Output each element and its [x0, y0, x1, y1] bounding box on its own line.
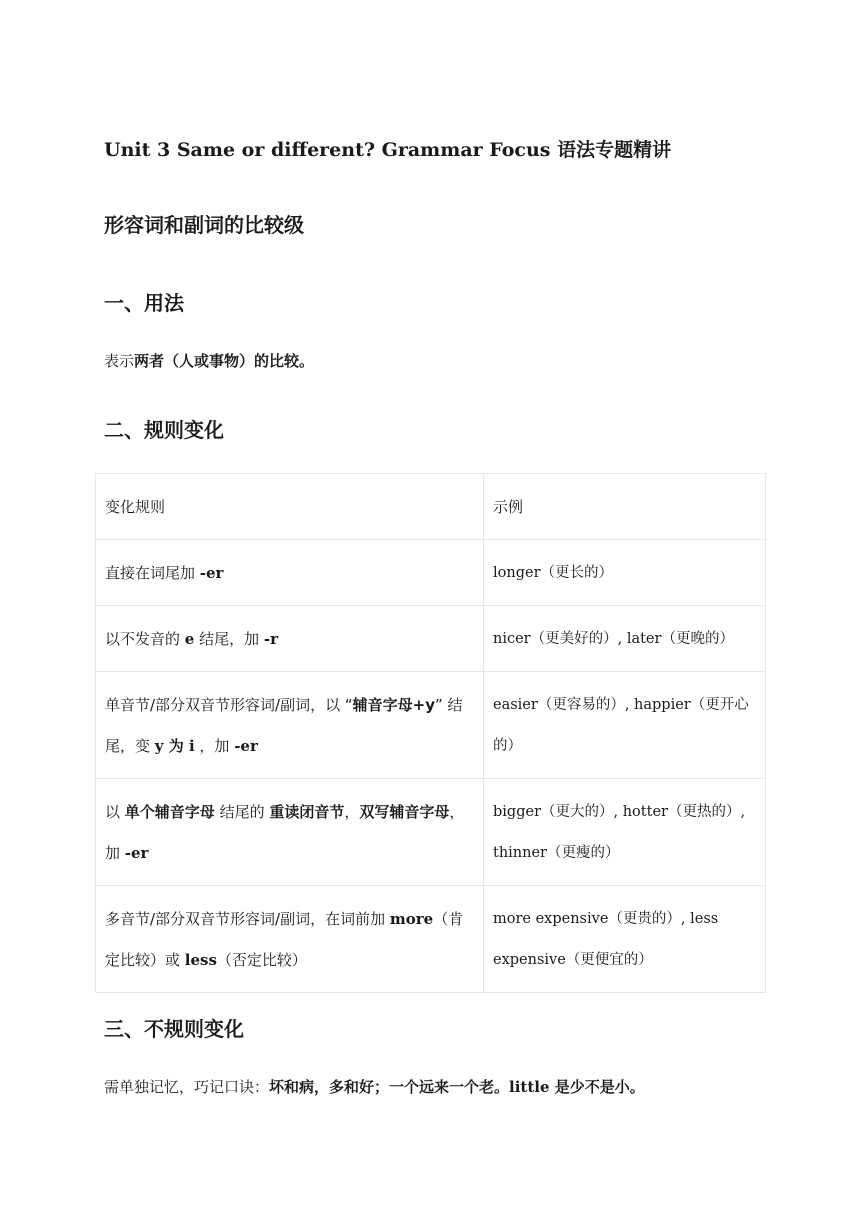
cell-text-segment: （肯定比较）或: [105, 910, 464, 969]
table-cell-rule: [96, 540, 484, 606]
cell-text-segment: （更大的）: [541, 804, 614, 820]
irregular-mnemonic: 坏和病，多和好；一个远来一个老。: [269, 1078, 510, 1096]
regular-changes-table: [95, 473, 766, 993]
cell-text-segment: 结尾的: [214, 803, 270, 821]
cell-text-segment: 多音节/部分双音节形容词/副词，在词前加: [105, 910, 390, 928]
irregular-text: 需单独记忆，巧记口诀：: [104, 1078, 270, 1096]
cell-text-segment: （更瘦的）: [547, 845, 620, 861]
cell-text-segment: more: [389, 910, 434, 928]
cell-text-segment: 辅音字母+y: [352, 696, 436, 714]
cell-text-segment: （更美好的）: [530, 631, 618, 647]
cell-text-segment: i: [188, 737, 195, 755]
table-cell-rule: [96, 779, 484, 886]
table-cell-rule: [96, 886, 484, 993]
table-row: [96, 886, 766, 993]
document-subtitle: 形容词和副词的比较级: [104, 213, 304, 237]
cell-text-segment: （更开心的）: [493, 697, 749, 754]
cell-text-segment: , thinner: [493, 804, 746, 861]
cell-text-segment: less: [184, 951, 217, 969]
cell-text-segment: （更长的）: [540, 565, 614, 581]
table-header-row: [96, 474, 766, 540]
irregular-paragraph: [104, 1076, 645, 1098]
cell-text-segment: 以不发音的: [105, 630, 185, 648]
cell-text-segment: 单音节/部分双音节形容词/副词，以 “: [105, 696, 353, 714]
section-heading-regular: 二、规则变化: [104, 418, 224, 442]
cell-text-segment: more expensive: [493, 911, 609, 927]
section-heading-irregular: 三、不规则变化: [104, 1017, 244, 1041]
cell-text-segment: （更热的）: [667, 804, 741, 820]
cell-text-segment: , happier: [624, 697, 691, 713]
table-header-cell-rule: 变化规则: [96, 474, 484, 540]
document-title: Unit 3 Same or different? Grammar Focus 语法专题精讲: [104, 139, 672, 161]
cell-text-segment: -er: [124, 844, 149, 862]
cell-text-segment: （更贵的）: [608, 911, 681, 927]
cell-text-segment: ” 结尾，变: [105, 696, 463, 755]
cell-text-segment: , hotter: [613, 804, 668, 820]
irregular-little-word: little: [509, 1078, 550, 1096]
cell-text-segment: -er: [234, 737, 258, 755]
cell-text-segment: y: [154, 737, 164, 755]
cell-text-segment: （更晚的）: [661, 631, 734, 647]
cell-text-segment: （否定比较）: [216, 951, 307, 969]
table-row: [96, 540, 766, 606]
cell-text-segment: 重读闭音节: [269, 803, 345, 821]
cell-text-segment: 结尾，加: [194, 630, 264, 648]
section-heading-usage: 一、用法: [104, 291, 184, 315]
cell-text-segment: 双写辅音字母: [359, 803, 450, 821]
usage-text-bold: 两者（人或事物）的比较。: [134, 352, 315, 370]
table-row: [96, 606, 766, 672]
cell-text-segment: ，加: [105, 803, 465, 862]
cell-text-segment: （更容易的）: [537, 697, 625, 713]
cell-text-segment: ，: [344, 803, 360, 821]
cell-text-segment: （更便宜的）: [565, 952, 653, 968]
cell-text-segment: -r: [263, 630, 279, 648]
table-header-cell-example: 示例: [484, 474, 766, 540]
table-cell-rule: [96, 606, 484, 672]
table-cell-example: [484, 606, 766, 672]
table-cell-example: [484, 779, 766, 886]
table-cell-example: [484, 540, 766, 606]
cell-text-segment: 为: [163, 737, 189, 755]
table-row: [96, 779, 766, 886]
cell-text-segment: easier: [493, 697, 538, 713]
cell-text-segment: e: [184, 630, 195, 648]
usage-text: 表示: [104, 352, 135, 370]
cell-text-segment: -er: [199, 564, 224, 582]
cell-text-segment: longer: [493, 565, 541, 581]
cell-text-segment: 直接在词尾加: [105, 564, 200, 582]
table-cell-example: [484, 672, 766, 779]
table-row: [96, 672, 766, 779]
cell-text-segment: , later: [617, 631, 662, 647]
table-cell-rule: [96, 672, 484, 779]
cell-text-segment: ，加: [194, 737, 235, 755]
irregular-mnemonic-end: 是少不是小。: [549, 1078, 645, 1096]
cell-text-segment: , less expensive: [493, 911, 719, 968]
cell-text-segment: 以: [105, 803, 125, 821]
usage-paragraph: [104, 350, 314, 372]
cell-text-segment: 单个辅音字母: [124, 803, 215, 821]
table-cell-example: [484, 886, 766, 993]
cell-text-segment: bigger: [493, 804, 541, 820]
cell-text-segment: nicer: [493, 631, 531, 647]
